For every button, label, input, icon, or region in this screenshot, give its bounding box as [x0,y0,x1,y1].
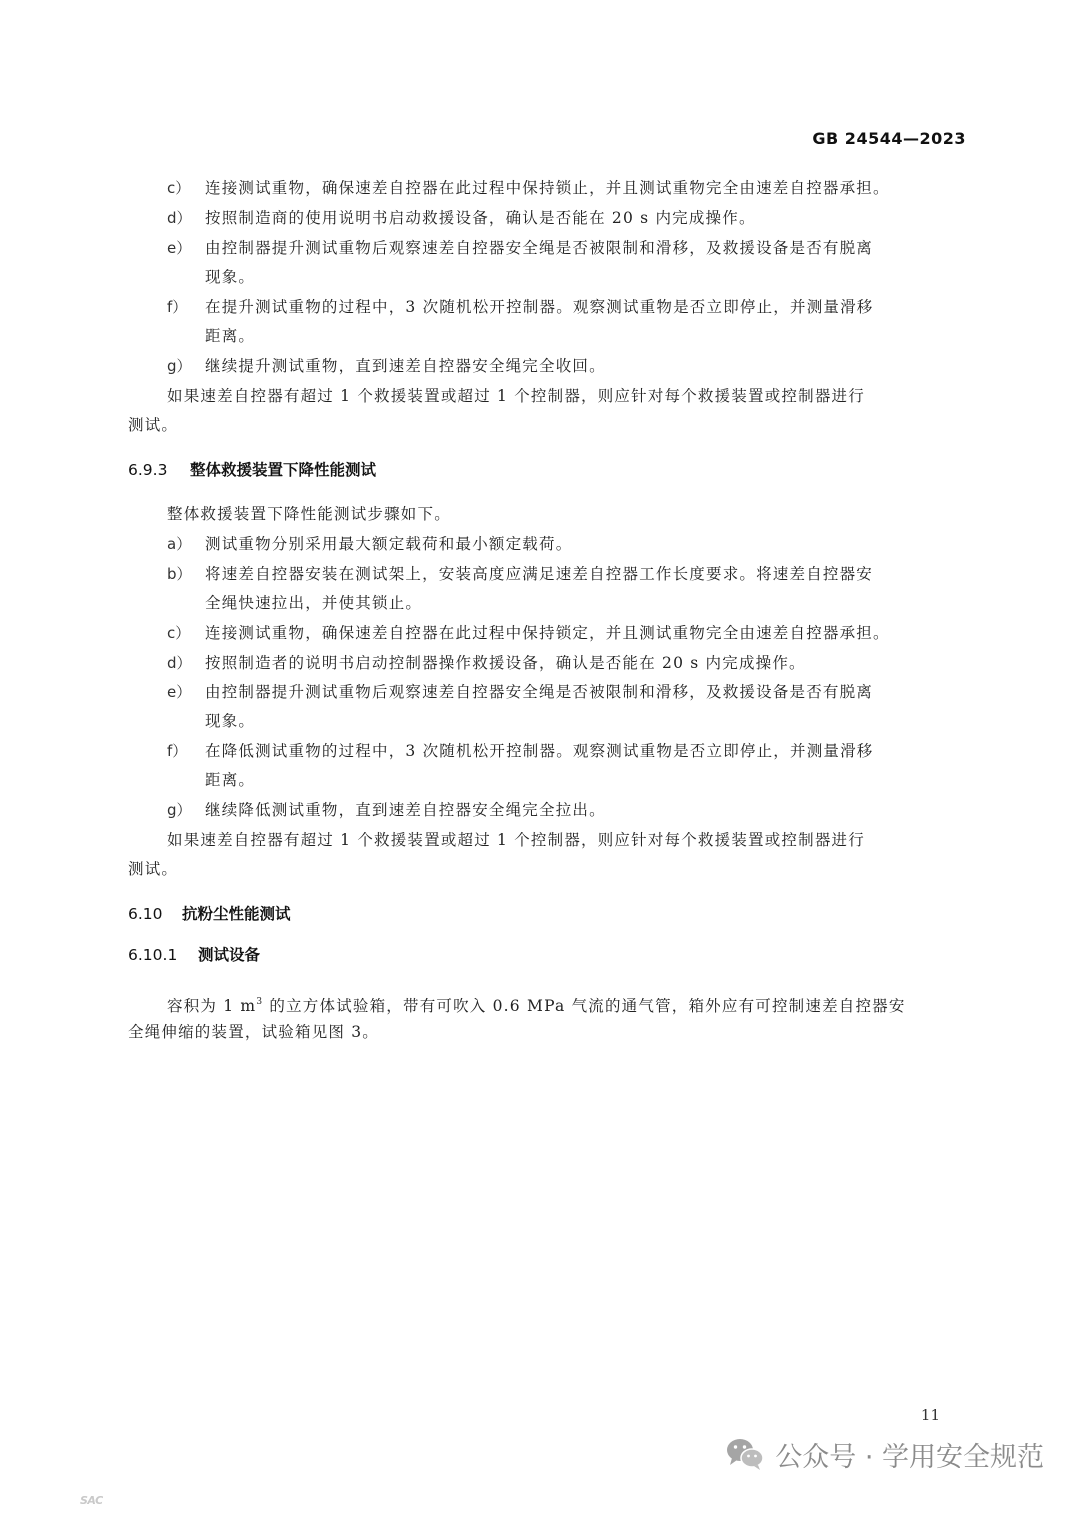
paragraph-line: 测试。 [128,860,179,878]
list-item-letter: c） [167,179,191,197]
list-item-text: 按照制造者的说明书启动控制器操作救援设备，确认是否能在 20 s 内完成操作。 [205,654,806,672]
list-item-text: 在提升测试重物的过程中，3 次随机松开控制器。观察测试重物是否立即停止，并测量滑移 [205,298,874,316]
list-item-letter: a） [167,535,192,553]
list-item-letter: e） [167,683,192,701]
list-item-text: 在降低测试重物的过程中，3 次随机松开控制器。观察测试重物是否立即停止，并测量滑移 [205,742,874,760]
list-item-text: 将速差自控器安装在测试架上，安装高度应满足速差自控器工作长度要求。将速差自控器安 [205,565,874,583]
list-item-letter: e） [167,239,192,257]
section-heading-6-10 [128,903,291,925]
list-item-letter: c） [167,624,191,642]
list-item-letter: f） [167,298,188,316]
page-number: 11 [920,1406,940,1424]
sac-logo: SAC [80,1494,103,1507]
section-number: 6.10.1 [128,946,178,964]
section-title: 抗粉尘性能测试 [182,905,291,923]
watermark [725,1434,1044,1474]
paragraph-line: 如果速差自控器有超过 1 个救援装置或超过 1 个控制器，则应针对每个救援装置或控制器进行 [167,831,865,849]
list-item-text: 连接测试重物，确保速差自控器在此过程中保持锁止，并且测试重物完全由速差自控器承担。 [205,179,890,197]
superscript: 3 [256,997,264,1007]
paragraph-line: 测试。 [128,416,179,434]
list-item-letter: b） [167,565,192,583]
document-code: GB 24544—2023 [812,129,966,148]
list-item-letter: d） [167,209,192,227]
list-item-text-cont: 现象。 [205,268,256,286]
paragraph-line: 如果速差自控器有超过 1 个救援装置或超过 1 个控制器，则应针对每个救援装置或控制器进行 [167,387,865,405]
list-item-text-cont: 全绳快速拉出，并使其锁止。 [205,594,423,612]
list-item-text: 由控制器提升测试重物后观察速差自控器安全绳是否被限制和滑移，及救援设备是否有脱离 [205,239,874,257]
list-item-text-cont: 现象。 [205,712,256,730]
list-item-text: 连接测试重物，确保速差自控器在此过程中保持锁定，并且测试重物完全由速差自控器承担。 [205,624,890,642]
text-run: 的立方体试验箱，带有可吹入 0.6 MPa 气流的通气管，箱外应有可控制速差自控器安 [263,997,906,1015]
section-heading-6-10-1 [128,944,260,966]
paragraph-line [167,991,906,1017]
section-title: 测试设备 [198,946,261,964]
list-item-text: 按照制造商的使用说明书启动救援设备，确认是否能在 20 s 内完成操作。 [205,209,756,227]
list-item-letter: g） [167,801,192,819]
paragraph-line: 全绳伸缩的装置，试验箱见图 3。 [128,1023,379,1041]
text-run: 容积为 1 m [167,997,257,1015]
watermark-text: 公众号 · 学用安全规范 [775,1441,1044,1473]
list-item-letter: g） [167,357,192,375]
wechat-icon [725,1436,765,1472]
list-item-text-cont: 距离。 [205,327,256,345]
intro-paragraph: 整体救援装置下降性能测试步骤如下。 [167,505,451,523]
section-title: 整体救援装置下降性能测试 [190,461,377,479]
list-item-letter: f） [167,742,188,760]
list-item-letter: d） [167,654,192,672]
list-item-text-cont: 距离。 [205,771,256,789]
list-item-text: 测试重物分别采用最大额定载荷和最小额定载荷。 [205,535,573,553]
list-item-text: 由控制器提升测试重物后观察速差自控器安全绳是否被限制和滑移，及救援设备是否有脱离 [205,683,874,701]
section-number: 6.10 [128,905,163,923]
list-item-text: 继续降低测试重物，直到速差自控器安全绳完全拉出。 [205,801,606,819]
section-heading-6-9-3 [128,459,376,481]
list-item-text: 继续提升测试重物，直到速差自控器安全绳完全收回。 [205,357,606,375]
section-number: 6.9.3 [128,461,168,479]
